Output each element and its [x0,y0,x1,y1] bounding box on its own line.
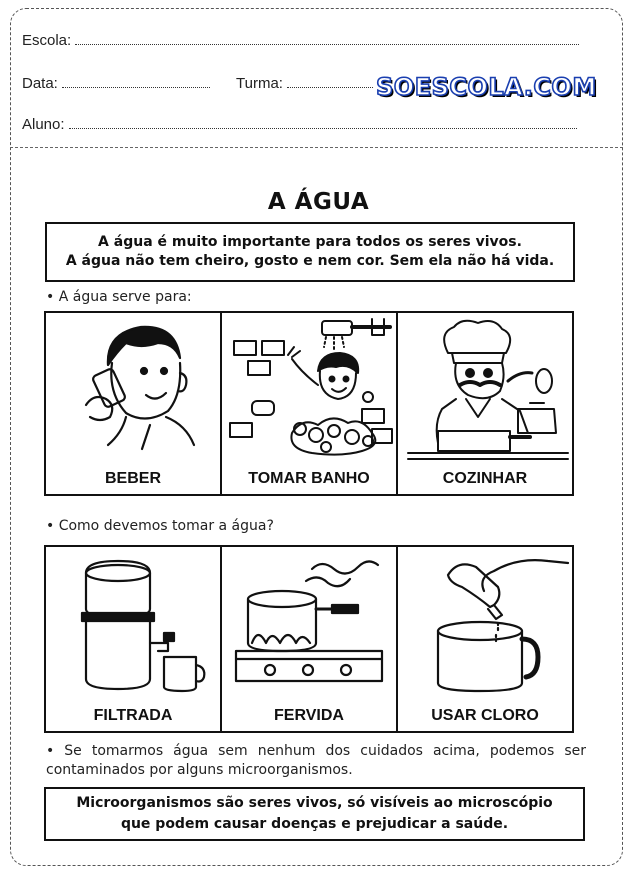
bathing-boy-icon [222,313,396,463]
intro-line-2: A água não tem cheiro, gosto e nem cor. Sem ela não há vida. [65,253,555,269]
date-line [62,86,210,88]
boiling-pot-icon [222,547,396,697]
intro-box [45,222,575,282]
warning-text: • Se tomarmos água sem nenhum dos cuidados acima, podemos ser contaminados por alguns microorganismos. [46,743,586,778]
page-title: A ÁGUA [267,189,370,215]
class-line [287,86,373,88]
label-tomar-banho: TOMAR BANHO [248,470,370,487]
chef-cooking-icon [398,313,572,463]
school-line [75,43,579,45]
label-filtrada: FILTRADA [93,707,173,724]
drinking-boy-icon [46,313,220,463]
treatment-grid [44,545,574,733]
class-field[interactable] [236,75,373,92]
student-line [69,127,577,129]
chlorine-bottle-icon [398,547,572,697]
definition-line-2: que podem causar doenças e prejudicar a saúde. [120,816,509,832]
water-filter-icon [46,547,220,697]
student-field[interactable] [22,116,577,133]
question-uses: • A água serve para: [46,289,192,305]
school-label: Escola: [22,32,72,49]
uses-grid [44,311,574,496]
question-how: • Como devemos tomar a água? [46,518,274,534]
uses-cell-beber [46,313,222,494]
school-field[interactable] [22,32,579,49]
uses-cell-banho [222,313,398,494]
header-divider [10,147,623,148]
site-logo: SOESCOLA.COM [376,73,597,101]
treatment-cell-filtrada [46,547,222,731]
treatment-cell-cloro [398,547,572,731]
definition-line-1: Microorganismos são seres vivos, só visíveis ao microscópio [76,795,553,811]
label-cozinhar: COZINHAR [442,470,528,487]
uses-cell-cozinhar [398,313,572,494]
definition-box [44,787,585,841]
student-label: Aluno: [22,116,65,133]
intro-line-1: A água é muito importante para todos os seres vivos. [98,234,522,250]
treatment-cell-fervida [222,547,398,731]
label-beber: BEBER [104,470,161,487]
class-label: Turma: [236,75,283,92]
label-fervida: FERVIDA [274,707,344,724]
date-label: Data: [22,75,58,92]
date-field[interactable] [22,75,210,92]
label-usar-cloro: USAR CLORO [431,707,539,724]
